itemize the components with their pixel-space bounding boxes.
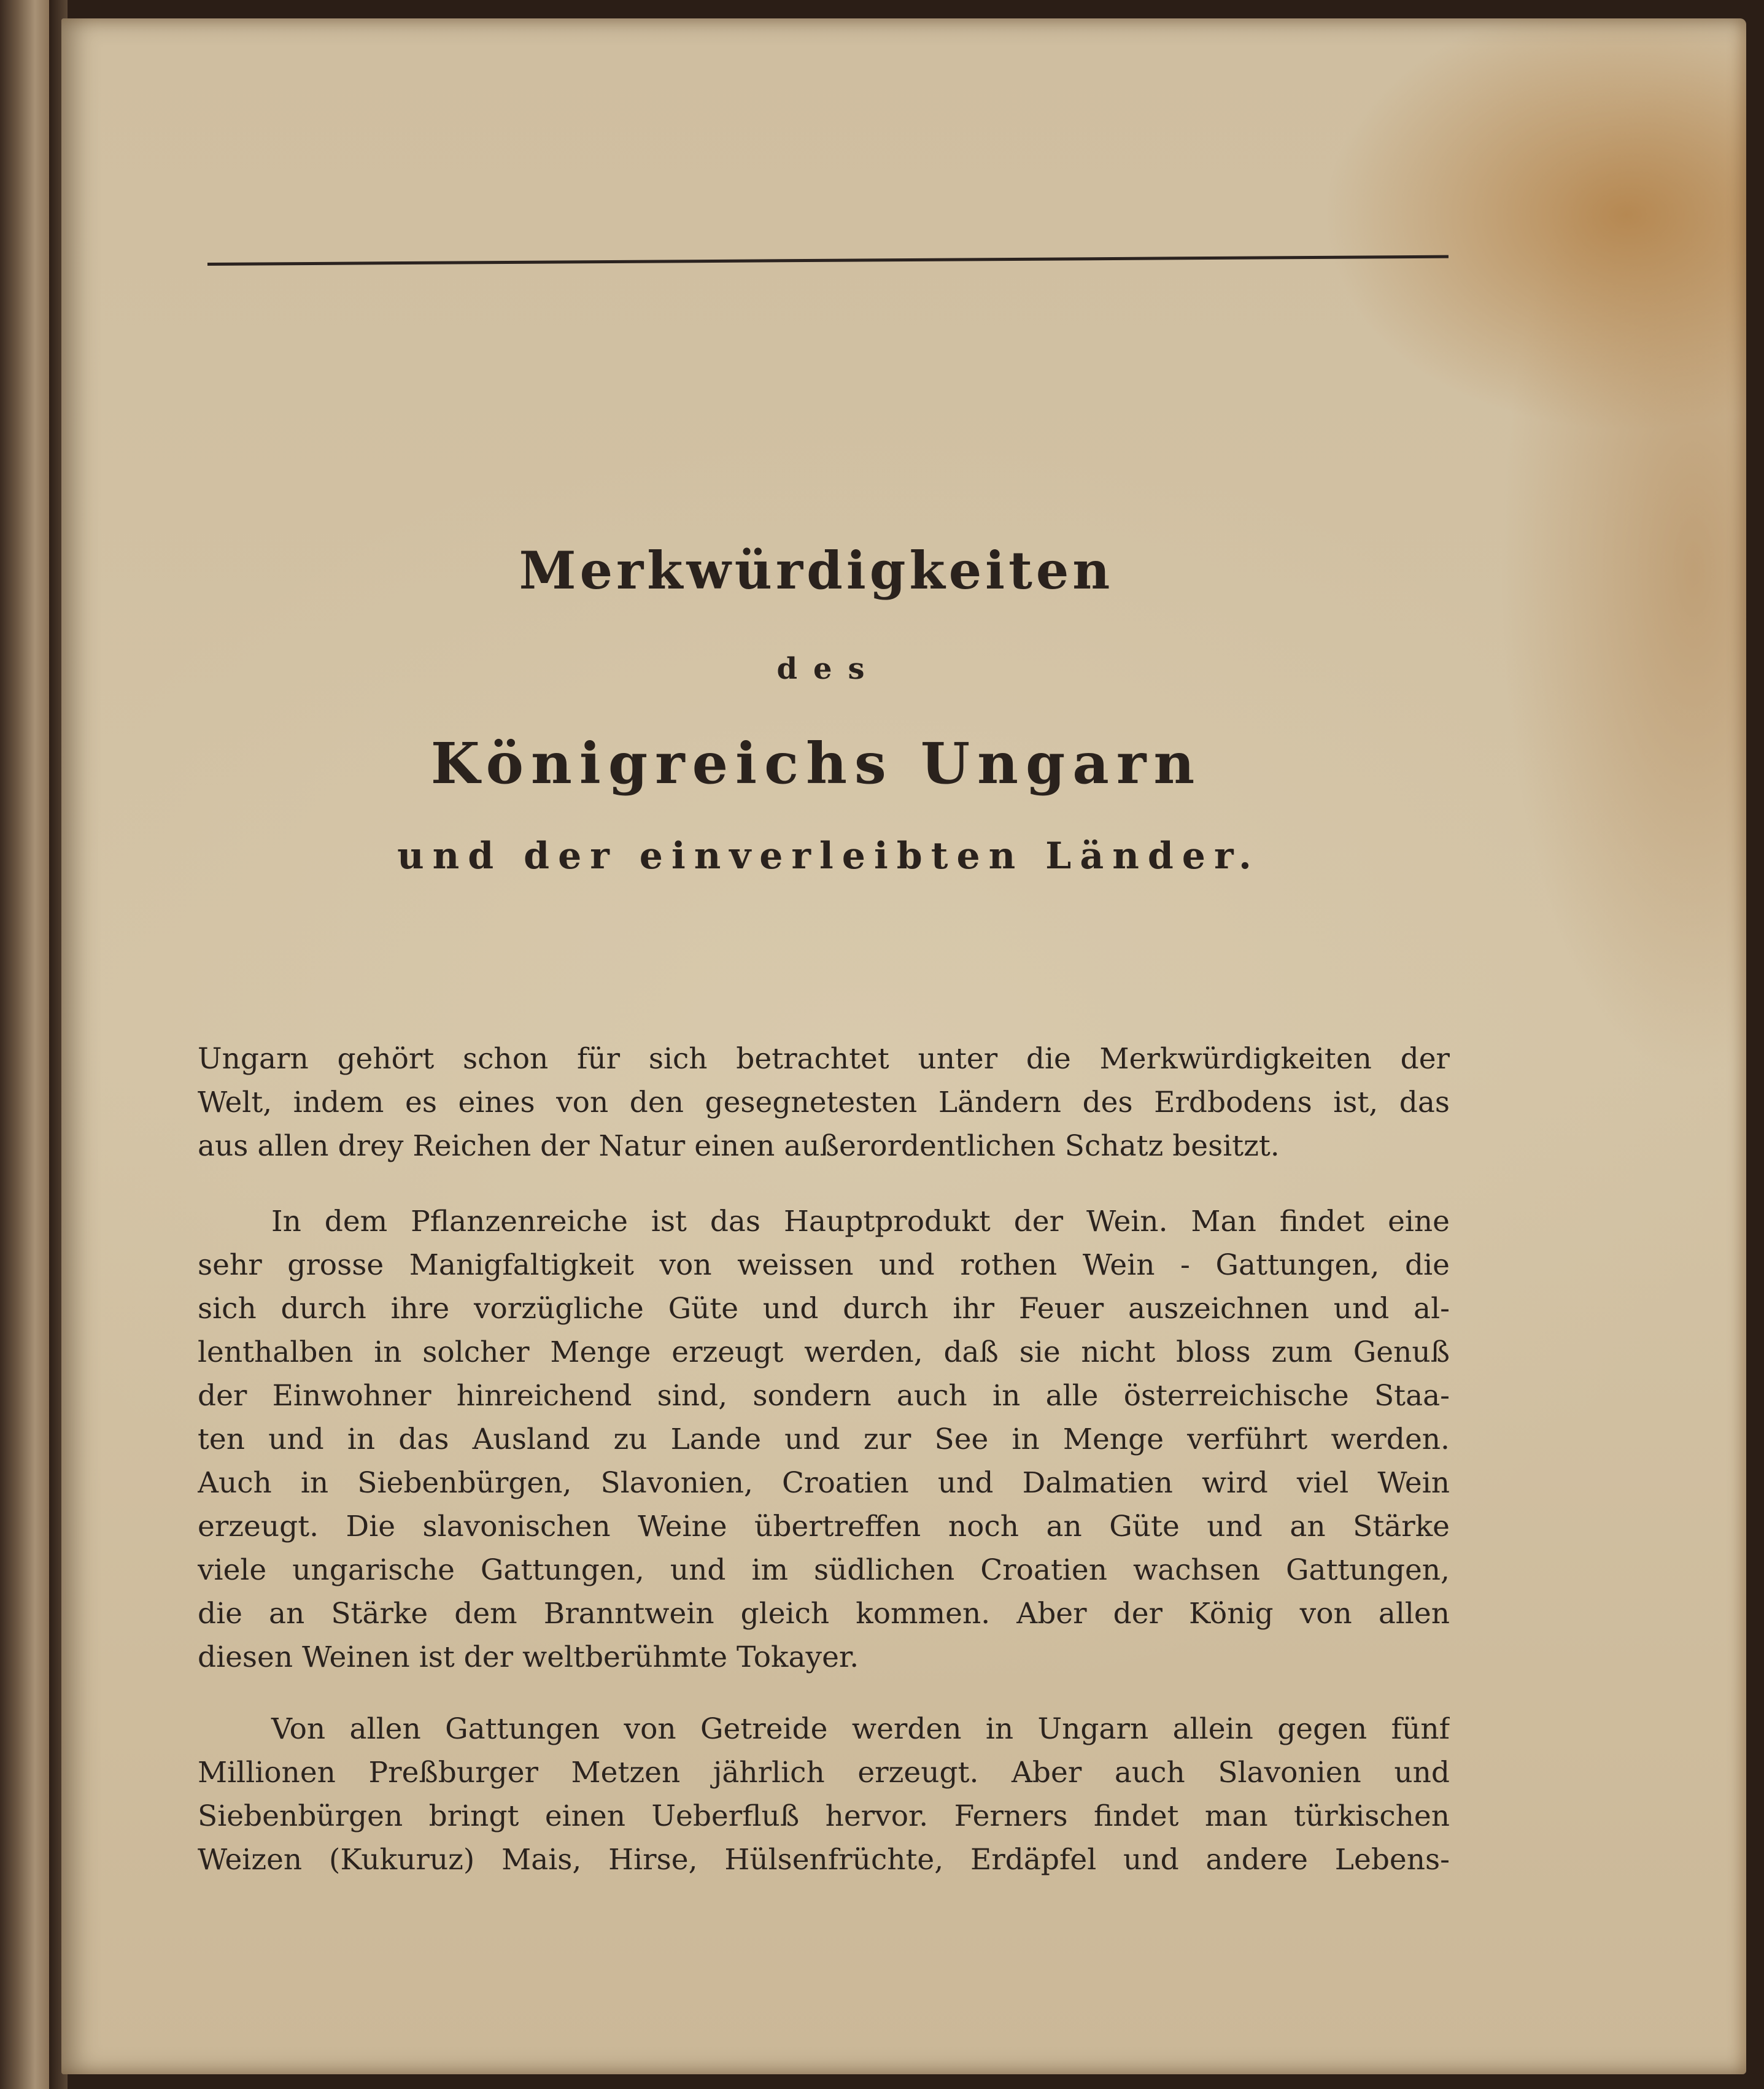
text-line: Ungarn gehört schon für sich betrachtet unter die Merkwürdigkeiten der <box>198 1042 1450 1076</box>
text-line: Welt, indem es eines von den gesegnetesten Ländern des Erdbodens ist, das <box>198 1086 1450 1119</box>
paragraph-2 <box>198 1200 1450 1679</box>
text-line: diesen Weinen ist der weltberühmte Tokayer. <box>198 1640 859 1674</box>
text-line: In dem Pflanzenreiche ist das Hauptprodukt der Wein. Man findet eine <box>271 1205 1450 1238</box>
text-line: ten und in das Ausland zu Lande und zur See in Menge verführt werden. <box>198 1423 1450 1456</box>
text-line: viele ungarische Gattungen, und im südlichen Croatien wachsen Gattungen, <box>198 1553 1450 1587</box>
title-subtitle: und der einverleibten Länder. <box>397 835 1260 878</box>
text-line: erzeugt. Die slavonischen Weine übertreffen noch an Güte und an Stärke <box>198 1510 1450 1543</box>
text-line: aus allen drey Reichen der Natur einen außerordentlichen Schatz besitzt. <box>198 1129 1280 1163</box>
title-des: des <box>776 652 881 686</box>
paragraph-1 <box>198 1037 1450 1168</box>
title-main: Merkwürdigkeiten <box>519 540 1114 601</box>
text-line: Weizen (Kukuruz) Mais, Hirse, Hülsenfrüchte, Erdäpfel und andere Lebens- <box>198 1843 1450 1877</box>
text-line: lenthalben in solcher Menge erzeugt werden, daß sie nicht bloss zum Genuß <box>198 1335 1450 1369</box>
text-line: Auch in Siebenbürgen, Slavonien, Croatien und Dalmatien wird viel Wein <box>198 1466 1450 1500</box>
text-line: Siebenbürgen bringt einen Ueberfluß hervor. Ferners findet man türkischen <box>198 1799 1450 1833</box>
text-line: Von allen Gattungen von Getreide werden in Ungarn allein gegen fünf <box>271 1712 1450 1746</box>
text-line: Millionen Preßburger Metzen jährlich erzeugt. Aber auch Slavonien und <box>198 1756 1450 1790</box>
text-line: sehr grosse Manigfaltigkeit von weissen und rothen Wein - Gattungen, die <box>198 1248 1450 1282</box>
title-kingdom: Königreichs Ungarn <box>430 730 1202 797</box>
text-line: die an Stärke dem Branntwein gleich kommen. Aber der König von allen <box>198 1597 1450 1631</box>
text-line: der Einwohner hinreichend sind, sondern auch in alle österreichische Staa- <box>198 1379 1450 1413</box>
text-line: sich durch ihre vorzügliche Güte und durch ihr Feuer auszeichnen und al- <box>198 1292 1450 1326</box>
paragraph-3 <box>198 1707 1450 1882</box>
